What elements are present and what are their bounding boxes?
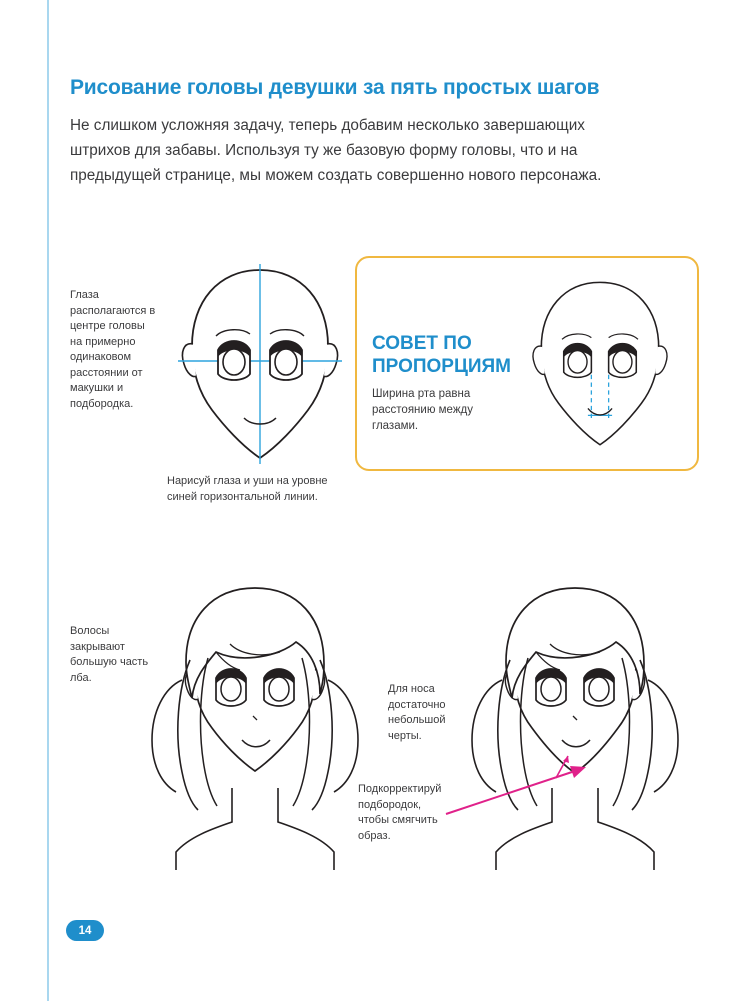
caption-chin-note: Подкорректируй подбородок, чтобы смягчить образ.: [358, 783, 442, 842]
caption-hair-note: Волосы закрывают большую часть лба.: [70, 625, 149, 684]
page-number-badge: 14: [66, 920, 104, 941]
page-spine-fill: [0, 0, 47, 1001]
caption-eyes-note: Глаза располагаются в центре головы на примерно одинаковом расстоянии от макушки и подбородка.: [70, 289, 156, 410]
intro-paragraph: Не слишком усложняя задачу, теперь добавим несколько завершающих штрихов для забавы. Используя ту же базовую форму головы, что и на предыдущей странице, мы можем создать совершенно нового персонажа.: [70, 117, 602, 184]
figure-head-step-2-tip: [510, 272, 690, 462]
figure-head-step-1: [160, 258, 360, 478]
caption-nose-note: Для носа достаточно небольшой черты.: [388, 683, 446, 742]
chin-arrow: [440, 760, 600, 820]
figure-head-step-4: [440, 560, 710, 880]
caption-draw-eyes-ears: Нарисуй глаза и уши на уровне синей горизонтальной линии.: [167, 475, 328, 503]
page-spine-line: [47, 0, 49, 1001]
tip-title: СОВЕТ ПО ПРОПОРЦИЯМ: [372, 333, 511, 377]
figure-head-step-3: [120, 560, 390, 880]
page-title: Рисование головы девушки за пять простых шагов: [70, 76, 600, 99]
tip-text: Ширина рта равна расстоянию между глазами.: [372, 388, 473, 432]
